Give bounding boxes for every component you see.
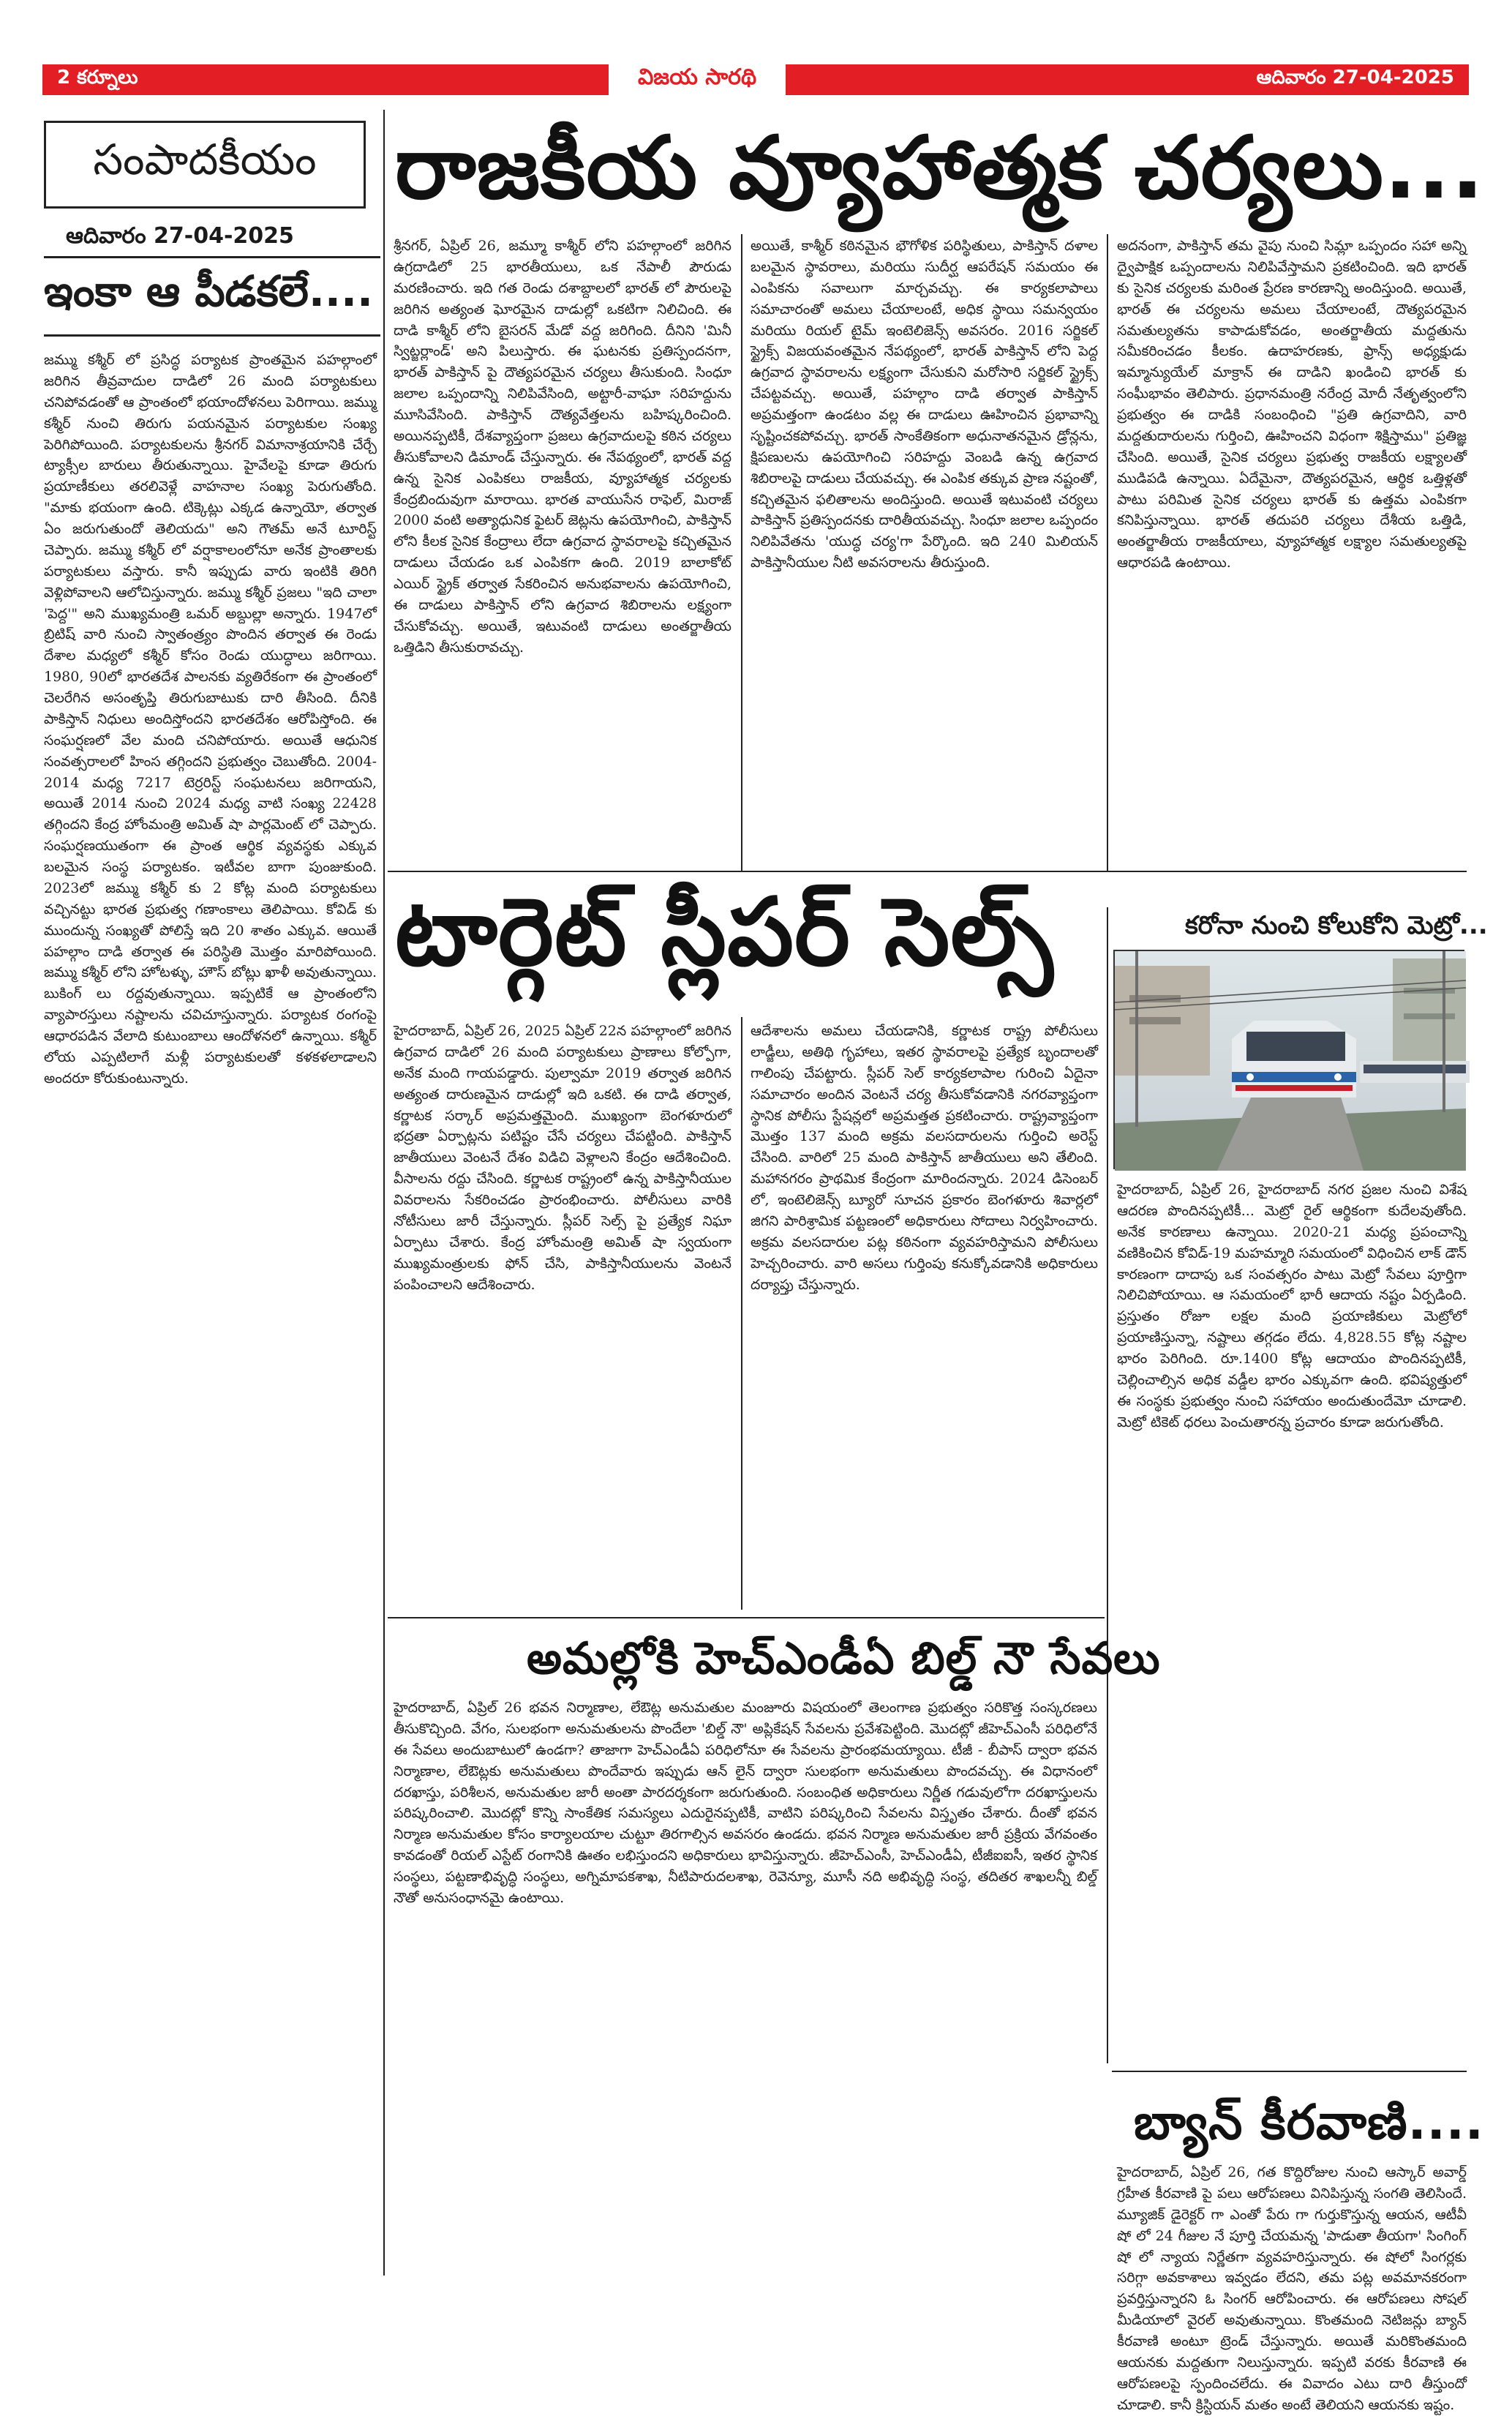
- metro-body: హైదరాబాద్, ఏప్రిల్ 26, హైదరాబాద్ నగర ప్రజల నుంచి విశేష ఆదరణ పొందినప్పటికీ... మెట్రో రైల్ ఆర్థికంగా కుదేలవుతోంది. అనేక కారణాలు ఉన్నాయి. 2020-21 మధ్య ప్రపంచాన్ని వణికించిన కోవిడ్-19 మహమ్మారి సమయంలో విధించిన లాక్ డౌన్ కారణంగా దాదాపు ఒక సంవత్సరం పాటు మెట్రో సేవలు పూర్తిగా నిలిచిపోయాయి. ఆ సమయంలో భారీ ఆదాయ నష్టం ఏర్పడింది. ప్రస్తుతం రోజూ లక్షల మంది ప్రయాణికులు మెట్రోలో ప్రయాణిస్తున్నా, నష్టాలు తగ్గడం లేదు. 4,828.55 కోట్ల నష్టాల భారం పెరిగింది. రూ.1400 కోట్ల ఆదాయం పొందినప్పటికీ, చెల్లించాల్సిన అధిక వడ్డీల భారం ఎక్కువగా ఉంది. భవిష్యత్తులో ఈ సంస్థకు ప్రభుత్వం నుంచి సహాయం అందుతుందేమో చూడాలి. మెట్రో టికెట్ ధరలు పెంచుతారన్న ప్రచారం కూడా జరుగుతోంది.: [1117, 1182, 1467, 1430]
- metro-train-photo: [1113, 950, 1464, 1169]
- metro-train-image: [1115, 951, 1466, 1171]
- column-divider: [741, 234, 742, 871]
- story1-column-1: శ్రీనగర్, ఏప్రిల్ 26, జమ్మూ కాశ్మీర్ లోని పహల్గాంలో జరిగిన ఉగ్రదాడిలో 25 భారతీయులు, ఒక నేపాలీ పౌరుడు మరణించారు. ఇది గత రెండు దశాబ్దాలలో భారత్ లో పౌరులపై జరిగిన అత్యంత ఘోరమైన దాడుల్లో ఒకటిగా నిలిచింది. ఈ దాడి కాశ్మీర్ లోని బైసరన్ మేడో వద్ద జరిగింది. దీనిని 'మినీ స్విట్జర్లాండ్' అని పిలుస్తారు. ఈ ఘటనకు ప్రతిస్పందనగా, భారత్ పాకిస్తాన్ పై దౌత్యపరమైన చర్యలు తీసుకుంది. సింధూ జలాల ఒప్పందాన్ని నిలిపివేసింది, అట్టారీ-వాఘా సరిహద్దును మూసివేసింది. పాకిస్తాన్ దౌత్యవేత్తలను బహిష్కరించింది. అయినప్పటికీ, దేశవ్యాప్తంగా ప్రజలు ఉగ్రవాదులపై కఠిన చర్యలు తీసుకోవాలని డిమాండ్ చేస్తున్నారు. ఈ నేపథ్యంలో, భారత్ వద్ద ఉన్న సైనిక ఎంపికలు రాజకీయ, వ్యూహాత్మక చర్యలకు కేంద్రబిందువుగా మారాయి. భారత వాయుసేన రాఫెల్, మిరాజ్ 2000 వంటి అత్యాధునిక ఫైటర్ జెట్లను ఉపయోగించి, పాకిస్తాన్ లోని కీలక సైనిక కేంద్రాలు లేదా ఉగ్రవాద స్థావరాలపై కచ్చితమైన దాడులు చేయడం ఒక ఎంపికగా ఉంది. 2019 బాలాకోట్ ఎయిర్ స్ట్రైక్ తర్వాత సేకరించిన అనుభవాలను ఉపయోగించి, ఈ దాడులు పాకిస్తాన్ లోని ఉగ్రవాద శిబిరాలను లక్ష్యంగా చేసుకోవచ్చు. అయితే, ఇటువంటి దాడులు అంతర్జాతీయ ఒత్తిడిని తీసుకురావచ్చు.: [394, 238, 731, 656]
- story1-headline: రాజకీయ వ్యూహాత్మక చర్యలు...: [395, 117, 1485, 218]
- story2-headline: టార్గెట్ స్లీపర్ సెల్స్: [395, 878, 1054, 987]
- column-divider: [1107, 907, 1108, 2063]
- story1-column-3: అదనంగా, పాకిస్తాన్ తమ వైపు నుంచి సిమ్లా ఒప్పందం సహా అన్ని ద్వైపాక్షిక ఒప్పందాలను నిలిపివేస్తామని ప్రకటించింది. ఇది భారత్ కు సైనిక చర్యలకు మరింత ప్రేరణ కారణాన్ని అందిస్తుంది. అయితే, భారత్ ఈ చర్యలను అమలు చేయాలంటే, దౌత్యపరమైన సమతుల్యతను కాపాడుకోవడం, అంతర్జాతీయ మద్దతును సమీకరించడం కీలకం. ఉదాహరణకు, ఫ్రాన్స్ అధ్యక్షుడు ఇమ్మాన్యుయేల్ మాక్రాన్ ఈ దాడిని ఖండించి భారత్ కు సంఘీభావం తెలిపారు. ప్రధానమంత్రి నరేంద్ర మోదీ నేతృత్వంలోని ప్రభుత్వం ఈ దాడికి సంబంధించి "ప్రతి ఉగ్రవాదిని, వారి మద్దతుదారులను గుర్తించి, ఊహించని విధంగా శిక్షిస్తాము" ప్రతిజ్ఞ చేసింది. అయితే, సైనిక చర్యలు ప్రభుత్వ రాజకీయ లక్ష్యాలతో ముడిపడి ఉన్నాయి. ఏదేమైనా, దౌత్యపరమైన, ఆర్థిక ఒత్తిళ్లతో పాటు పరిమిత సైనిక చర్యలు భారత్ కు ఉత్తమ ఎంపికగా కనిపిస్తున్నాయి. భారత్ తదుపరి చర్యలు దేశీయ ఒత్తిడి, అంతర్జాతీయ రాజకీయాలు, వ్యూహాత్మక లక్ష్యాల సమతుల్యతపై ఆధారపడి ఉంటాయి.: [1117, 238, 1467, 571]
- story2-column-2: ఆదేశాలను అమలు చేయడానికి, కర్ణాటక రాష్ట్ర పోలీసులు లాడ్జీలు, అతిథి గృహాలు, ఇతర స్థావరాలపై ప్రత్యేక బృందాలతో గాలింపు చేపట్టారు. స్లీపర్ సెల్ కార్యకలాపాల గురించి ఏదైనా సమాచారం అందిన వెంటనే చర్య తీసుకోవడానికి నగరవ్యాప్తంగా స్థానిక పోలీసు స్టేషన్లలో అప్రమత్తత ప్రకటించారు. రాష్ట్రవ్యాప్తంగా మొత్తం 137 మంది అక్రమ వలసదారులను గుర్తించి అరెస్ట్ చేసింది. వారిలో 25 మంది పాకిస్తాన్ జాతీయులు అని తేలింది. మహానగరం ప్రాథమిక కేంద్రంగా మారిందన్నారు. 2024 డిసెంబర్ లో, ఇంటెలిజెన్స్ బ్యూరో సూచన ప్రకారం బెంగళూరు శివార్లలో జిగని పారిశ్రామిక పట్టణంలో అధికారులు సోదాలు నిర్వహించారు. అక్రమ వలసదారుల పట్ల కఠినంగా వ్యవహరిస్తామని పోలీసులు హెచ్చరించారు. వారి అసలు గుర్తింపు కనుక్కోవడానికి అధికారులు దర్యాప్తు చేస్తున్నారు.: [751, 1023, 1098, 1293]
- masthead-date: ఆదివారం 27-04-2025: [1256, 67, 1454, 89]
- editorial-body: జమ్ము కశ్మీర్ లో ప్రసిద్ధ పర్యాటక ప్రాంతమైన పహల్గాంలో జరిగిన తీవ్రవాదుల దాడిలో 26 మంది పర్యాటకులు చనిపోవడంతో ఆ ప్రాంతంలో భయాందోళనలు పెరిగాయి. జమ్ము కశ్మీర్ నుంచి తిరుగు పయనమైన పర్యాటకుల సంఖ్య పెరిగిపోయింది. పర్యాటకులను శ్రీనగర్ విమానాశ్రయానికి చేర్చే ట్యాక్సీల బారులు తీరుతున్నాయి. హైవేలపై కూడా తిరుగు ప్రయాణీకులు తరలివెళ్లే వాహనాల సంఖ్య పెరుగుతోంది. "మాకు భయంగా ఉంది. టిక్కెట్లు ఎక్కడ ఉన్నాయో, తర్వాత ఏం జరుగుతుందో తెలియదు" అని గౌతమ్ అనే టూరిస్ట్ చెప్పారు. జమ్ము కశ్మీర్ లో వర్షాకాలంలోనూ అనేక ప్రాంతాలకు పర్యాటకులు వస్తారు. కానీ ఇప్పుడు వారు ఇంటికి తిరిగి వెళ్లిపోవాలని ఆలోచిస్తున్నారు. జమ్ము కశ్మీర్ ప్రజలు "ఇది చాలా 'పెద్ద'" అని ముఖ్యమంత్రి ఒమర్ అబ్దుల్లా అన్నారు. 1947లో బ్రిటిష్ వారి నుంచి స్వాతంత్ర్యం పొందిన తర్వాత ఈ రెండు దేశాల మధ్యలో కశ్మీర్ కోసం రెండు యుద్ధాలు జరిగాయి. 1980, 90లో భారతదేశ పాలనకు వ్యతిరేకంగా ఈ ప్రాంతంలో చెలరేగిన అసంతృప్తి తిరుగుబాటుకు దారి తీసింది. దీనికి పాకిస్తాన్ నిధులు అందిస్తోందని భారతదేశం ఆరోపిస్తోంది. ఈ సంఘర్షణలో వేల మంది చనిపోయారు. అయితే ఆధునిక సంవత్సరాలలో హింస తగ్గిందని ప్రభుత్వం చెబుతోంది. 2004- 2014 మధ్య 7217 టెర్రరిస్ట్ సంఘటనలు జరిగాయని, అయితే 2014 నుంచి 2024 మధ్య వాటి సంఖ్య 22428 తగ్గిందని కేంద్ర హోంమంత్రి అమిత్ షా పార్లమెంట్ లో చెప్పారు. సంఘర్షణయుతంగా ఈ ప్రాంత ఆర్థిక వ్యవస్థకు ఎక్కువ బలమైన సంస్థ పర్యాటకం. ఇటీవల బాగా పుంజుకుంది. 2023లో జమ్ము కశ్మీర్ కు 2 కోట్ల మంది పర్యాటకులు వచ్చినట్టు భారత ప్రభుత్వ గణాంకాలు తెలిపాయి. కోవిడ్ కు ముందున్న సంఖ్యతో పోలిస్తే ఇది 20 శాతం ఎక్కువ. ఆయితే పహల్గాం దాడి తర్వాత ఈ పరిస్థితి మొత్తం మారిపోయింది. జమ్ము కశ్మీర్ లోని హోటళ్ళు, హౌస్ బోట్లు ఖాళీ అవుతున్నాయి. బుకింగ్ లు రద్దవుతున్నాయి. ఇప్పటికే ఆ ప్రాంతంలోని వ్యాపారస్తులు నష్టాలను చవిచూస్తున్నారు. పర్యాటక రంగంపై ఆధారపడిన వేలాది కుటుంబాలు ఆందోళనలో ఉన్నాయి. కశ్మీర్ లోయ ఎప్పటిలాగే మళ్లీ పర్యాటకులతో కళకళలాడాలని అందరూ కోరుకుంటున్నారు.: [44, 352, 377, 1087]
- editorial-date: ఆదివారం 27-04-2025: [66, 223, 294, 249]
- column-divider: [383, 110, 385, 2276]
- story3-headline: అమల్లోకి హెచ్ఎండీఏ బిల్డ్ నౌ సేవలు: [527, 1633, 1161, 1684]
- story2-column-1: హైదరాబాద్, ఏప్రిల్ 26, 2025 ఏప్రిల్ 22న పహల్గాంలో జరిగిన ఉగ్రవాద దాడిలో 26 మంది పర్యాటకులు ప్రాణాలు కోల్పోగా, అనేక మంది గాయపడ్డారు. పుల్వామా 2019 తర్వాత జరిగిన అత్యంత దారుణమైన దాడుల్లో ఇది ఒకటి. ఈ దాడి తర్వాత, కర్ణాటక సర్కార్ అప్రమత్తమైంది. ముఖ్యంగా బెంగళూరులో భద్రతా ఏర్పాట్లను పటిష్టం చేసే చర్యలు చేపట్టింది. పాకిస్తాన్ జాతీయులు వెంటనే దేశం విడిచి వెళ్లాలని కేంద్రం ఆదేశించింది. వీసాలను రద్దు చేసింది. కర్ణాటక రాష్ట్రంలో ఉన్న పాకిస్తానీయుల వివరాలను సేకరించడం ప్రారంభించారు. పోలీసులు వారికి నోటీసులు జారీ చేస్తున్నారు. స్లీపర్ సెల్స్ పై ప్రత్యేక నిఘా ఏర్పాటు చేశారు. కేంద్ర హోంమంత్రి అమిత్ షా స్వయంగా ముఖ్యమంత్రులకు ఫోన్ చేసి, పాకిస్తానీయులను వెంటనే పంపించాలని ఆదేశించారు.: [394, 1023, 731, 1293]
- metro-headline: కరోనా నుంచి కోలుకోని మెట్రో...: [1185, 911, 1488, 940]
- story3-body: హైదరాబాద్, ఏప్రిల్ 26 భవన నిర్మాణాల, లేఔట్ల అనుమతుల మంజూరు విషయంలో తెలంగాణ ప్రభుత్వం సరికొత్త సంస్కరణలు తీసుకొచ్చింది. వేగం, సులభంగా అనుమతులను పొందేలా 'బిల్డ్ నౌ' అప్లికేషన్ సేవలను ప్రవేశపెట్టింది. మొదట్లో జీహెచ్ఎంసీ పరిధిలోనే ఈ సేవలు అందుబాటులో ఉండగా? తాజాగా హెచ్ఎండీఏ పరిధిలోనూ ఈ సేవలను ప్రారంభమయ్యాయి. టీజీ - బీపాస్ ద్వారా భవన నిర్మాణాల, లేఔట్లకు అనుమతులు పొందేవారు ఇప్పుడు ఆన్ లైన్ ద్వారా సులభంగా అనుమతులు పొందవచ్చు. ఈ విధానంలో దరఖాస్తు, పరిశీలన, అనుమతుల జారీ అంతా పారదర్శకంగా జరుగుతుంది. సంబంధిత అధికారులు నిర్ణీత గడువులోగా దరఖాస్తులను పరిష్కరించాలి. మొదట్లో కొన్ని సాంకేతిక సమస్యలు ఎదురైనప్పటికీ, వాటిని పరిష్కరించి సేవలను విస్తృతం చేశారు. దీంతో భవన నిర్మాణ అనుమతుల కోసం కార్యాలయాల చుట్టూ తిరగాల్సిన అవసరం ఉండదు. భవన నిర్మాణ అనుమతుల జారీ ప్రక్రియ వేగవంతం కావడంతో రియల్ ఎస్టేట్ రంగానికి ఊతం లభిస్తుందని అధికారులు భావిస్తున్నారు. జీహెచ్ఎంసీ, హెచ్ఎండీఏ, టీజీఐఐసీ, ఇతర స్థానిక సంస్థలు, పట్టణాభివృద్ధి సంస్థలు, అగ్నిమాపకశాఖ, నీటిపారుదలశాఖ, రెవెన్యూ, మూసీ నది అభివృద్ధి సంస్థ, తదితర శాఖలన్నీ బిల్డ్ నౌతో అనుసంధానమై ఉంటాయి.: [394, 1700, 1097, 1906]
- section-divider: [1112, 2071, 1467, 2072]
- editorial-section-title: సంపాదకీయం: [44, 121, 366, 209]
- section-divider: [388, 1617, 1105, 1618]
- editorial-headline: ఇంకా ఆ పీడకలే....: [44, 256, 380, 337]
- column-divider: [1107, 234, 1108, 871]
- story4-body: హైదరాబాద్, ఏప్రిల్ 26, గత కొద్దిరోజుల నుంచి ఆస్కార్ అవార్డ్ గ్రహీత కీరవాణి పై పలు ఆరోపణలు వినిపిస్తున్న సంగతి తెలిసిందే. మ్యూజిక్ డైరెక్టర్ గా ఎంతో పేరు గా గుర్తుకొస్తున్న ఆయన, ఆటీవీ షో లో 24 గీజుల నే పూర్తి చేయమన్న 'పాడుతా తీయగా' సింగింగ్ షో లో న్యాయ నిర్ణేతగా వ్యవహరిస్తున్నారు. ఈ షోలో సింగర్లకు సరిగ్గా అవకాశాలు ఇవ్వడం లేదని, తమ పట్ల అవమానకరంగా ప్రవర్తిస్తున్నారని ఓ సింగర్ ఆరోపించారు. ఈ ఆరోపణలు సోషల్ మీడియాలో వైరల్ అవుతున్నాయి. కొంతమంది నెటిజన్లు బ్యాన్ కీరవాణి అంటూ ట్రెండ్ చేస్తున్నారు. అయితే మరికొంతమంది ఆయనకు మద్దతుగా నిలుస్తున్నారు. ఇప్పటి వరకు కీరవాణి ఈ ఆరోపణలపై స్పందించలేదు. ఈ వివాదం ఎటు దారి తీస్తుందో చూడాలి. కానీ క్రిస్టియన్ మతం అంటే తెలియని ఆయనకు ఇష్టం.: [1117, 2164, 1467, 2413]
- paper-name: విజయ సారథి: [609, 63, 786, 97]
- masthead-bar: [42, 64, 1469, 95]
- story1-column-2: అయితే, కాశ్మీర్ కఠినమైన భౌగోళిక పరిస్థితులు, పాకిస్తాన్ దళాల బలమైన స్థావరాలు, మరియు సుదీర్ఘ ఆపరేషన్ సమయం ఈ ఎంపికను సవాలుగా మార్చవచ్చు. ఈ కార్యకలాపాలు సమాచారంతో అమలు చేయాలంటే, అధిక స్థాయి సమన్వయం మరియు రియల్ టైమ్ ఇంటెలిజెన్స్ అవసరం. 2016 సర్జికల్ స్ట్రైక్స్ విజయవంతమైన నేపథ్యంలో, భారత్ పాకిస్తాన్ లోని పెద్ద ఉగ్రవాద స్థావరాలను లక్ష్యంగా చేసుకుని మరోసారి సర్జికల్ స్ట్రైక్స్ చేపట్టవచ్చు. అయితే, పహల్గాం దాడి తర్వాత పాకిస్తాన్ అప్రమత్తంగా ఉండటం వల్ల ఈ దాడులు ఊహించిన ప్రభావాన్ని సృష్టించకపోవచ్చు. భారత్ సాంకేతికంగా అధునాతనమైన డ్రోన్లను, క్షిపణులను ఉపయోగించి సరిహద్దు వెంబడి ఉన్న ఉగ్రవాద శిబిరాలపై దాడులు చేయవచ్చు. ఈ ఎంపిక తక్కువ ప్రాణ నష్టంతో, కచ్చితమైన ఫలితాలను అందిస్తుంది. అయితే ఇటువంటి చర్యలు పాకిస్తాన్ ప్రతిస్పందనకు దారితీయవచ్చు. సింధూ జలాల ఒప్పందం నిలిపివేతను 'యుద్ధ చర్య'గా పేర్కొంది. ఇది 240 మిలియన్ పాకిస్తానీయుల నీటి అవసరాలను తీరుస్తుంది.: [751, 238, 1098, 571]
- column-divider: [741, 1017, 742, 1610]
- section-divider: [388, 871, 1467, 872]
- page-label: 2 కర్నూలు: [57, 67, 138, 89]
- story4-headline: బ్యాన్ కీరవాణి....: [1134, 2094, 1484, 2150]
